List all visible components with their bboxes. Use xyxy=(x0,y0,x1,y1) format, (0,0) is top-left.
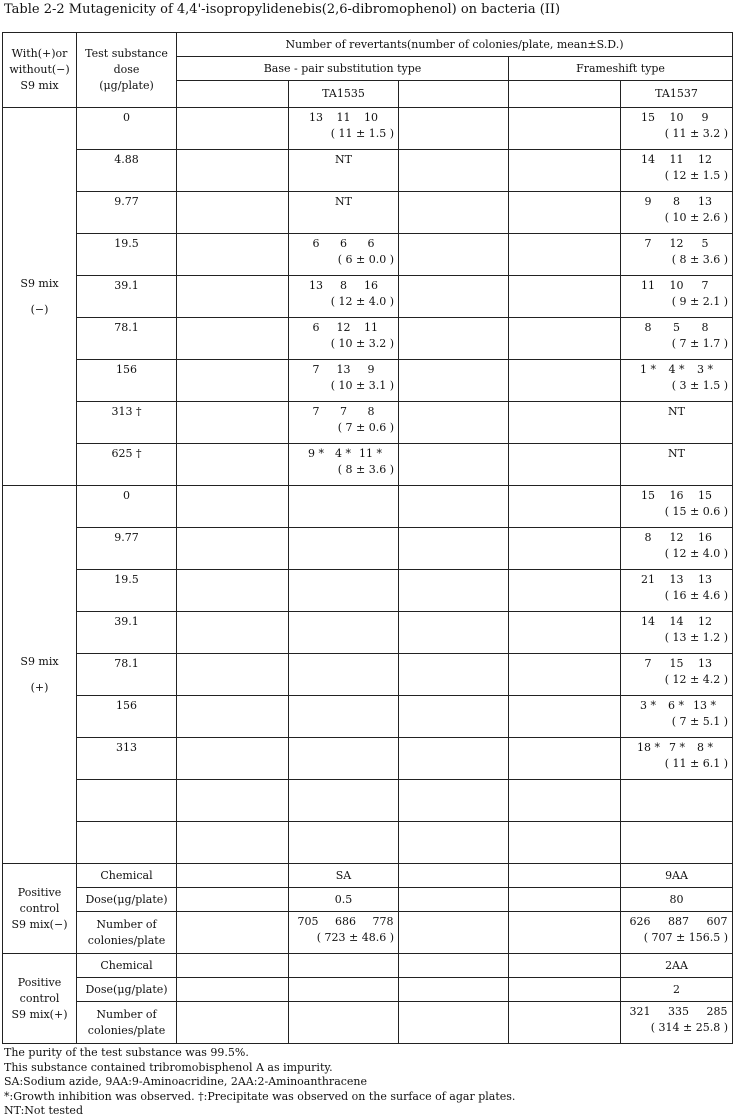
fs-counts xyxy=(621,486,733,528)
fs-counts xyxy=(621,192,733,234)
bp-counts xyxy=(289,912,399,954)
colony-count: 13 xyxy=(669,573,684,586)
footnote: SA:Sodium azide, 9AA:9-Aminoacridine, 2AA:2-Aminoanthracene xyxy=(4,1075,368,1088)
table-row xyxy=(3,822,733,864)
colony-count: 14 xyxy=(669,615,684,628)
footnotes xyxy=(4,1046,515,1119)
table-row xyxy=(3,954,733,978)
not-tested-cell: NT xyxy=(621,402,733,444)
bp-counts xyxy=(289,276,399,318)
colony-count: 16 xyxy=(364,279,378,292)
dose-label: Dose(μg/plate) xyxy=(77,888,177,912)
colony-count: 285 xyxy=(706,1005,728,1018)
dose-cell: 19.5 xyxy=(77,570,177,612)
colony-count: 887 xyxy=(668,915,689,928)
mean-sd: ( 7 ± 1.7 ) xyxy=(671,337,729,350)
fs-counts xyxy=(621,528,733,570)
chemical-label: Chemical xyxy=(77,954,177,978)
colony-count: 10 xyxy=(669,279,684,292)
fs-chemical: 9AA xyxy=(621,864,733,888)
colony-count: 12 xyxy=(698,153,712,166)
table-row xyxy=(3,612,733,654)
fs-counts xyxy=(621,912,733,954)
dose-cell: 4.88 xyxy=(77,150,177,192)
bp-chemical: SA xyxy=(289,864,399,888)
not-tested-cell: NT xyxy=(621,444,733,486)
colony-count: 8 xyxy=(673,195,680,208)
footnote: *:Growth inhibition was observed. †:Precipitate was observed on the surface of agar plates. xyxy=(4,1089,516,1103)
dose-cell: 78.1 xyxy=(77,654,177,696)
fs-counts xyxy=(621,738,733,780)
dose-cell: 19.5 xyxy=(77,234,177,276)
table-title: Table 2-2 Mutagenicity of 4,4'-isopropylidenebis(2,6-dibromophenol) on bacteria (II) xyxy=(4,2,561,17)
bp-counts xyxy=(289,360,399,402)
colony-count: 6 xyxy=(312,321,320,334)
mean-sd: ( 3 ± 1.5 ) xyxy=(671,379,729,392)
colony-count: 8 xyxy=(367,405,375,418)
fs-counts xyxy=(621,150,733,192)
colony-count: 11 xyxy=(669,153,684,166)
fs-counts xyxy=(621,570,733,612)
colony-count: 13 xyxy=(309,279,323,292)
colony-count: 9 xyxy=(644,195,652,208)
count-label: Number of colonies/plate xyxy=(77,1002,177,1044)
fs-chemical: 2AA xyxy=(621,954,733,978)
pos_minus-label: Positive control S9 mix(−) xyxy=(3,864,77,954)
table-row xyxy=(3,234,733,276)
fs-counts xyxy=(621,654,733,696)
not-tested-cell: NT xyxy=(289,150,399,192)
colony-count: 4 * xyxy=(668,363,685,376)
colony-count: 14 xyxy=(641,615,655,628)
mean-sd: ( 12 ± 4.2 ) xyxy=(664,673,729,686)
colony-count: 18 * xyxy=(637,741,660,754)
colony-count: 15 xyxy=(641,489,655,502)
colony-count: 5 xyxy=(673,321,680,334)
mean-sd: ( 11 ± 6.1 ) xyxy=(664,757,729,770)
colony-count: 4 * xyxy=(335,447,351,460)
bp-counts xyxy=(289,318,399,360)
mean-sd: ( 8 ± 3.6 ) xyxy=(671,253,729,266)
colony-count: 6 xyxy=(340,237,347,250)
count-label: Number of colonies/plate xyxy=(77,912,177,954)
colony-count: 7 xyxy=(644,237,652,250)
bp-dose: 0.5 xyxy=(289,888,399,912)
table-row xyxy=(3,486,733,528)
mean-sd: ( 10 ± 3.2 ) xyxy=(330,337,394,350)
colony-count: 9 * xyxy=(308,447,324,460)
mean-sd: ( 12 ± 4.0 ) xyxy=(330,295,394,308)
colony-count: 15 xyxy=(698,489,712,502)
dose-cell: 9.77 xyxy=(77,528,177,570)
dose-cell: 9.77 xyxy=(77,192,177,234)
fs-counts xyxy=(621,318,733,360)
dose-cell: 39.1 xyxy=(77,612,177,654)
s9-column-header: With(+)or without(−) S9 mix xyxy=(3,33,77,108)
mean-sd: ( 11 ± 1.5 ) xyxy=(330,127,394,140)
colony-count: 8 xyxy=(644,531,652,544)
colony-count: 21 xyxy=(641,573,655,586)
mean-sd: ( 8 ± 3.6 ) xyxy=(337,463,394,476)
mean-sd: ( 13 ± 1.2 ) xyxy=(664,631,729,644)
colony-count: 7 xyxy=(312,363,320,376)
mean-sd: ( 7 ± 0.6 ) xyxy=(337,421,394,434)
mean-sd: ( 12 ± 4.0 ) xyxy=(664,547,729,560)
colony-count: 705 xyxy=(297,915,319,928)
revertants-header: Number of revertants(number of colonies/plate, mean±S.D.) xyxy=(177,33,733,57)
colony-count: 13 xyxy=(698,573,712,586)
colony-count: 335 xyxy=(668,1005,689,1018)
colony-count: 7 xyxy=(340,405,347,418)
table-row xyxy=(3,570,733,612)
colony-count: 11 xyxy=(364,321,378,334)
not-tested-cell: NT xyxy=(289,192,399,234)
colony-count: 12 xyxy=(336,321,351,334)
dose-cell: 313 xyxy=(77,738,177,780)
fs-counts xyxy=(621,1002,733,1044)
colony-count: 8 xyxy=(340,279,347,292)
dose-cell: 156 xyxy=(77,696,177,738)
strain-ta1535: TA1535 xyxy=(289,81,399,108)
colony-count: 6 * xyxy=(668,699,684,712)
mean-sd: ( 16 ± 4.6 ) xyxy=(664,589,729,602)
colony-count: 11 xyxy=(336,111,351,124)
dose-cell: 313 † xyxy=(77,402,177,444)
mean-sd: ( 6 ± 0.0 ) xyxy=(337,253,394,266)
colony-count: 16 xyxy=(698,531,712,544)
table-row xyxy=(3,654,733,696)
fs-dose: 2 xyxy=(621,978,733,1002)
colony-count: 686 xyxy=(335,915,356,928)
colony-count: 6 xyxy=(367,237,375,250)
colony-count: 10 xyxy=(669,111,684,124)
mean-sd: ( 11 ± 3.2 ) xyxy=(664,127,729,140)
colony-count: 12 xyxy=(669,531,684,544)
colony-count: 9 xyxy=(701,111,709,124)
mean-sd: ( 15 ± 0.6 ) xyxy=(664,505,729,518)
fs-counts xyxy=(621,108,733,150)
colony-count: 7 xyxy=(644,657,652,670)
colony-count: 12 xyxy=(698,615,712,628)
table-row xyxy=(3,276,733,318)
plus_group-s9-label: S9 mix (+) xyxy=(3,486,77,864)
bp-counts xyxy=(289,444,399,486)
table-row xyxy=(3,318,733,360)
colony-count: 7 xyxy=(701,279,709,292)
colony-count: 13 xyxy=(336,363,351,376)
colony-count: 778 xyxy=(372,915,394,928)
colony-count: 626 xyxy=(629,915,651,928)
bp-chemical xyxy=(289,954,399,978)
dose-cell: 39.1 xyxy=(77,276,177,318)
colony-count: 13 xyxy=(309,111,323,124)
bp-counts xyxy=(289,108,399,150)
colony-count: 13 xyxy=(698,195,712,208)
colony-count: 13 xyxy=(698,657,712,670)
table-row xyxy=(3,192,733,234)
table-row xyxy=(3,444,733,486)
dose-column-header: Test substance dose (μg/plate) xyxy=(77,33,177,108)
fs-counts xyxy=(621,612,733,654)
colony-count: 8 xyxy=(701,321,709,334)
dose-label: Dose(μg/plate) xyxy=(77,978,177,1002)
dose-cell: 156 xyxy=(77,360,177,402)
mean-sd: ( 10 ± 3.1 ) xyxy=(330,379,394,392)
frameshift-header: Frameshift type xyxy=(509,57,733,81)
colony-count: 9 xyxy=(367,363,375,376)
colony-count: 8 xyxy=(644,321,652,334)
mean-sd: ( 7 ± 5.1 ) xyxy=(671,715,729,728)
dose-cell: 0 xyxy=(77,486,177,528)
strain-ta1537: TA1537 xyxy=(621,81,733,108)
bp-counts xyxy=(289,234,399,276)
mean-sd: ( 9 ± 2.1 ) xyxy=(671,295,729,308)
colony-count: 7 * xyxy=(669,741,685,754)
base-pair-header: Base - pair substitution type xyxy=(177,57,509,81)
footnote: The purity of the test substance was 99.5%. xyxy=(4,1046,249,1059)
bp-dose xyxy=(289,978,399,1002)
table-row xyxy=(3,888,733,912)
bp-counts xyxy=(289,402,399,444)
colony-count: 3 * xyxy=(640,699,656,712)
colony-count: 11 xyxy=(641,279,655,292)
colony-count: 8 * xyxy=(697,741,713,754)
minus_group-s9-label: S9 mix (−) xyxy=(3,108,77,486)
fs-counts xyxy=(621,234,733,276)
colony-count: 16 xyxy=(669,489,684,502)
mean-sd: ( 707 ± 156.5 ) xyxy=(643,931,729,944)
table-row xyxy=(3,360,733,402)
mean-sd: ( 314 ± 25.8 ) xyxy=(650,1021,729,1034)
colony-count: 7 xyxy=(312,405,320,418)
table-row xyxy=(3,978,733,1002)
mean-sd: ( 10 ± 2.6 ) xyxy=(664,211,729,224)
colony-count: 321 xyxy=(629,1005,651,1018)
table-row xyxy=(3,864,733,888)
fs-counts xyxy=(621,360,733,402)
table-row xyxy=(3,780,733,822)
table-row xyxy=(3,912,733,954)
mutagenicity-table xyxy=(2,32,733,1044)
dose-cell: 625 † xyxy=(77,444,177,486)
colony-count: 5 xyxy=(701,237,709,250)
table-row xyxy=(3,402,733,444)
colony-count: 1 * xyxy=(640,363,656,376)
colony-count: 10 xyxy=(364,111,378,124)
table-row xyxy=(3,528,733,570)
dose-cell: 0 xyxy=(77,108,177,150)
table-row xyxy=(3,108,733,150)
mean-sd: ( 12 ± 1.5 ) xyxy=(664,169,729,182)
footnote: This substance contained tribromobisphenol A as impurity. xyxy=(4,1060,333,1074)
colony-count: 14 xyxy=(641,153,655,166)
table-row xyxy=(3,1002,733,1044)
colony-count: 607 xyxy=(706,915,728,928)
colony-count: 3 * xyxy=(697,363,713,376)
colony-count: 13 * xyxy=(693,699,716,712)
fs-dose: 80 xyxy=(621,888,733,912)
table-row xyxy=(3,150,733,192)
colony-count: 11 * xyxy=(359,447,382,460)
dose-cell: 78.1 xyxy=(77,318,177,360)
colony-count: 15 xyxy=(669,657,684,670)
chemical-label: Chemical xyxy=(77,864,177,888)
mean-sd: ( 723 ± 48.6 ) xyxy=(316,931,394,944)
pos_plus-label: Positive control S9 mix(+) xyxy=(3,954,77,1044)
colony-count: 6 xyxy=(312,237,320,250)
colony-count: 12 xyxy=(669,237,684,250)
table-row xyxy=(3,696,733,738)
table-row xyxy=(3,738,733,780)
footnote: NT:Not tested xyxy=(4,1104,83,1117)
fs-counts xyxy=(621,276,733,318)
colony-count: 15 xyxy=(641,111,655,124)
fs-counts xyxy=(621,696,733,738)
